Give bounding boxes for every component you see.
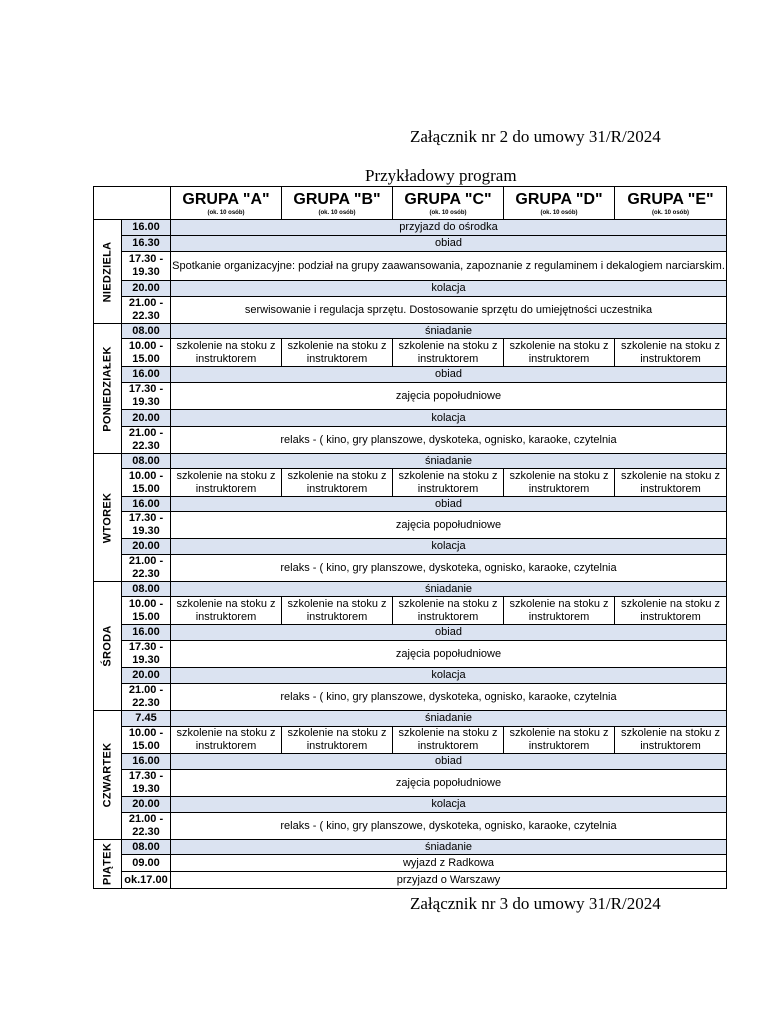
group-activity-cell: szkolenie na stoku z instruktorem	[171, 727, 282, 754]
activity-cell: śniadanie	[171, 582, 727, 597]
activity-cell: przyjazd o Warszawy	[171, 872, 727, 889]
activity-cell: obiad	[171, 754, 727, 770]
schedule-row	[94, 684, 727, 711]
schedule-row	[94, 711, 727, 727]
group-activity-cell: szkolenie na stoku z instruktorem	[171, 469, 282, 497]
activity-cell: kolacja	[171, 410, 727, 427]
activity-cell: kolacja	[171, 539, 727, 555]
schedule-row	[94, 641, 727, 668]
group-size-note: (ok. 10 osób)	[318, 209, 356, 216]
group-activity-cell: szkolenie na stoku z instruktorem	[393, 339, 504, 367]
group-activity-cell: szkolenie na stoku z instruktorem	[282, 339, 393, 367]
activity-cell: śniadanie	[171, 454, 727, 469]
schedule-row	[94, 754, 727, 770]
activity-cell: wyjazd z Radkowa	[171, 855, 727, 872]
time-cell: 16.00	[122, 754, 171, 770]
schedule-row	[94, 236, 727, 252]
time-cell: 17.30 - 19.30	[122, 770, 171, 797]
time-cell: 7.45	[122, 711, 171, 727]
group-activity-cell: szkolenie na stoku z instruktorem	[393, 727, 504, 754]
time-cell: 16.00	[122, 497, 171, 512]
group-header	[393, 187, 504, 220]
day-label: PONIEDZIAŁEK	[101, 345, 113, 432]
group-activity-cell: szkolenie na stoku z instruktorem	[615, 597, 727, 625]
time-cell: 20.00	[122, 410, 171, 427]
annex-top-heading: Załącznik nr 2 do umowy 31/R/2024	[410, 127, 661, 146]
group-activity-cell: szkolenie na stoku z instruktorem	[504, 597, 615, 625]
day-label: CZWARTEK	[101, 742, 113, 808]
time-cell: 17.30 - 19.30	[122, 383, 171, 410]
time-cell: 20.00	[122, 797, 171, 813]
schedule-row	[94, 555, 727, 582]
group-activity-cell: szkolenie na stoku z instruktorem	[615, 727, 727, 754]
time-cell: 10.00 - 15.00	[122, 469, 171, 497]
group-activity-cell: szkolenie na stoku z instruktorem	[615, 469, 727, 497]
activity-cell: obiad	[171, 497, 727, 512]
time-cell: 08.00	[122, 582, 171, 597]
schedule-row	[94, 727, 727, 754]
group-header	[504, 187, 615, 220]
schedule-row	[94, 512, 727, 539]
time-cell: 16.00	[122, 367, 171, 383]
time-cell: 20.00	[122, 539, 171, 555]
time-cell: 21.00 - 22.30	[122, 813, 171, 840]
day-cell	[94, 220, 122, 324]
group-name: GRUPA "E"	[627, 190, 714, 208]
time-cell: 10.00 - 15.00	[122, 339, 171, 367]
time-cell: 16.30	[122, 236, 171, 252]
time-cell: 20.00	[122, 281, 171, 297]
schedule-row	[94, 454, 727, 469]
time-cell: 21.00 - 22.30	[122, 297, 171, 324]
group-activity-cell: szkolenie na stoku z instruktorem	[171, 339, 282, 367]
group-name: GRUPA "C"	[404, 190, 492, 208]
schedule-row	[94, 625, 727, 641]
schedule-row	[94, 367, 727, 383]
activity-cell: relaks - ( kino, gry planszowe, dyskoteka, ognisko, karaoke, czytelnia	[171, 684, 727, 711]
time-cell: 10.00 - 15.00	[122, 727, 171, 754]
time-cell: 16.00	[122, 220, 171, 236]
group-activity-cell: szkolenie na stoku z instruktorem	[282, 597, 393, 625]
schedule-row	[94, 469, 727, 497]
activity-cell: obiad	[171, 236, 727, 252]
day-label: PIĄTEK	[101, 842, 113, 886]
schedule-table	[93, 186, 727, 889]
group-size-note: (ok. 10 osób)	[207, 209, 245, 216]
activity-cell: kolacja	[171, 797, 727, 813]
activity-cell: śniadanie	[171, 711, 727, 727]
schedule-row	[94, 324, 727, 339]
group-header	[615, 187, 727, 220]
activity-cell: obiad	[171, 367, 727, 383]
group-name: GRUPA "A"	[182, 190, 270, 208]
group-size-note: (ok. 10 osób)	[429, 209, 467, 216]
time-cell: 20.00	[122, 668, 171, 684]
activity-cell: zajęcia popołudniowe	[171, 512, 727, 539]
time-cell: 16.00	[122, 625, 171, 641]
schedule-row	[94, 339, 727, 367]
program-title: Przykładowy program	[365, 166, 517, 185]
group-activity-cell: szkolenie na stoku z instruktorem	[504, 727, 615, 754]
schedule-row	[94, 383, 727, 410]
group-activity-cell: szkolenie na stoku z instruktorem	[393, 597, 504, 625]
schedule-row	[94, 410, 727, 427]
group-size-note: (ok. 10 osób)	[540, 209, 578, 216]
group-name: GRUPA "B"	[293, 190, 381, 208]
group-header-row	[94, 187, 727, 220]
activity-cell: zajęcia popołudniowe	[171, 641, 727, 668]
activity-cell: Spotkanie organizacyjne: podział na grupy zaawansowania, zapoznanie z regulaminem i dekalogiem narciarskim.	[171, 252, 727, 281]
schedule-row	[94, 797, 727, 813]
schedule-row	[94, 252, 727, 281]
activity-cell: relaks - ( kino, gry planszowe, dyskoteka, ognisko, karaoke, czytelnia	[171, 813, 727, 840]
day-cell	[94, 454, 122, 582]
time-cell: 21.00 - 22.30	[122, 427, 171, 454]
time-cell: 08.00	[122, 324, 171, 339]
schedule-body	[94, 220, 727, 889]
activity-cell: zajęcia popołudniowe	[171, 770, 727, 797]
activity-cell: obiad	[171, 625, 727, 641]
schedule-row	[94, 855, 727, 872]
activity-cell: relaks - ( kino, gry planszowe, dyskoteka, ognisko, karaoke, czytelnia	[171, 427, 727, 454]
day-label: NIEDZIELA	[101, 241, 113, 302]
schedule-row	[94, 539, 727, 555]
group-activity-cell: szkolenie na stoku z instruktorem	[615, 339, 727, 367]
schedule-row	[94, 770, 727, 797]
schedule-row	[94, 872, 727, 889]
schedule-row	[94, 281, 727, 297]
activity-cell: śniadanie	[171, 324, 727, 339]
activity-cell: śniadanie	[171, 840, 727, 855]
time-cell: 08.00	[122, 840, 171, 855]
annex-bottom-heading: Załącznik nr 3 do umowy 31/R/2024	[410, 894, 661, 913]
day-label: WTOREK	[101, 492, 113, 543]
schedule-row	[94, 220, 727, 236]
time-cell: 10.00 - 15.00	[122, 597, 171, 625]
time-cell: ok.17.00	[122, 872, 171, 889]
group-activity-cell: szkolenie na stoku z instruktorem	[504, 469, 615, 497]
activity-cell: relaks - ( kino, gry planszowe, dyskoteka, ognisko, karaoke, czytelnia	[171, 555, 727, 582]
time-cell: 17.30 - 19.30	[122, 252, 171, 281]
day-label: ŚRODA	[101, 625, 113, 667]
group-activity-cell: szkolenie na stoku z instruktorem	[282, 469, 393, 497]
schedule-row	[94, 840, 727, 855]
schedule-row	[94, 668, 727, 684]
time-cell: 21.00 - 22.30	[122, 684, 171, 711]
time-cell: 09.00	[122, 855, 171, 872]
day-cell	[94, 840, 122, 889]
schedule-row	[94, 582, 727, 597]
schedule-row	[94, 427, 727, 454]
day-cell	[94, 324, 122, 454]
group-activity-cell: szkolenie na stoku z instruktorem	[171, 597, 282, 625]
group-activity-cell: szkolenie na stoku z instruktorem	[393, 469, 504, 497]
schedule-row	[94, 297, 727, 324]
time-cell: 17.30 - 19.30	[122, 641, 171, 668]
group-header	[282, 187, 393, 220]
time-cell: 17.30 - 19.30	[122, 512, 171, 539]
group-header	[171, 187, 282, 220]
day-cell	[94, 711, 122, 840]
activity-cell: przyjazd do ośrodka	[171, 220, 727, 236]
group-name: GRUPA "D"	[515, 190, 603, 208]
activity-cell: kolacja	[171, 668, 727, 684]
day-cell	[94, 582, 122, 711]
time-cell: 08.00	[122, 454, 171, 469]
group-size-note: (ok. 10 osób)	[651, 209, 689, 216]
group-activity-cell: szkolenie na stoku z instruktorem	[504, 339, 615, 367]
schedule-row	[94, 813, 727, 840]
activity-cell: kolacja	[171, 281, 727, 297]
group-activity-cell: szkolenie na stoku z instruktorem	[282, 727, 393, 754]
activity-cell: serwisowanie i regulacja sprzętu. Dostosowanie sprzętu do umiejętności uczestnika	[171, 297, 727, 324]
schedule-row	[94, 597, 727, 625]
activity-cell: zajęcia popołudniowe	[171, 383, 727, 410]
schedule-row	[94, 497, 727, 512]
corner-cell	[94, 187, 171, 220]
time-cell: 21.00 - 22.30	[122, 555, 171, 582]
